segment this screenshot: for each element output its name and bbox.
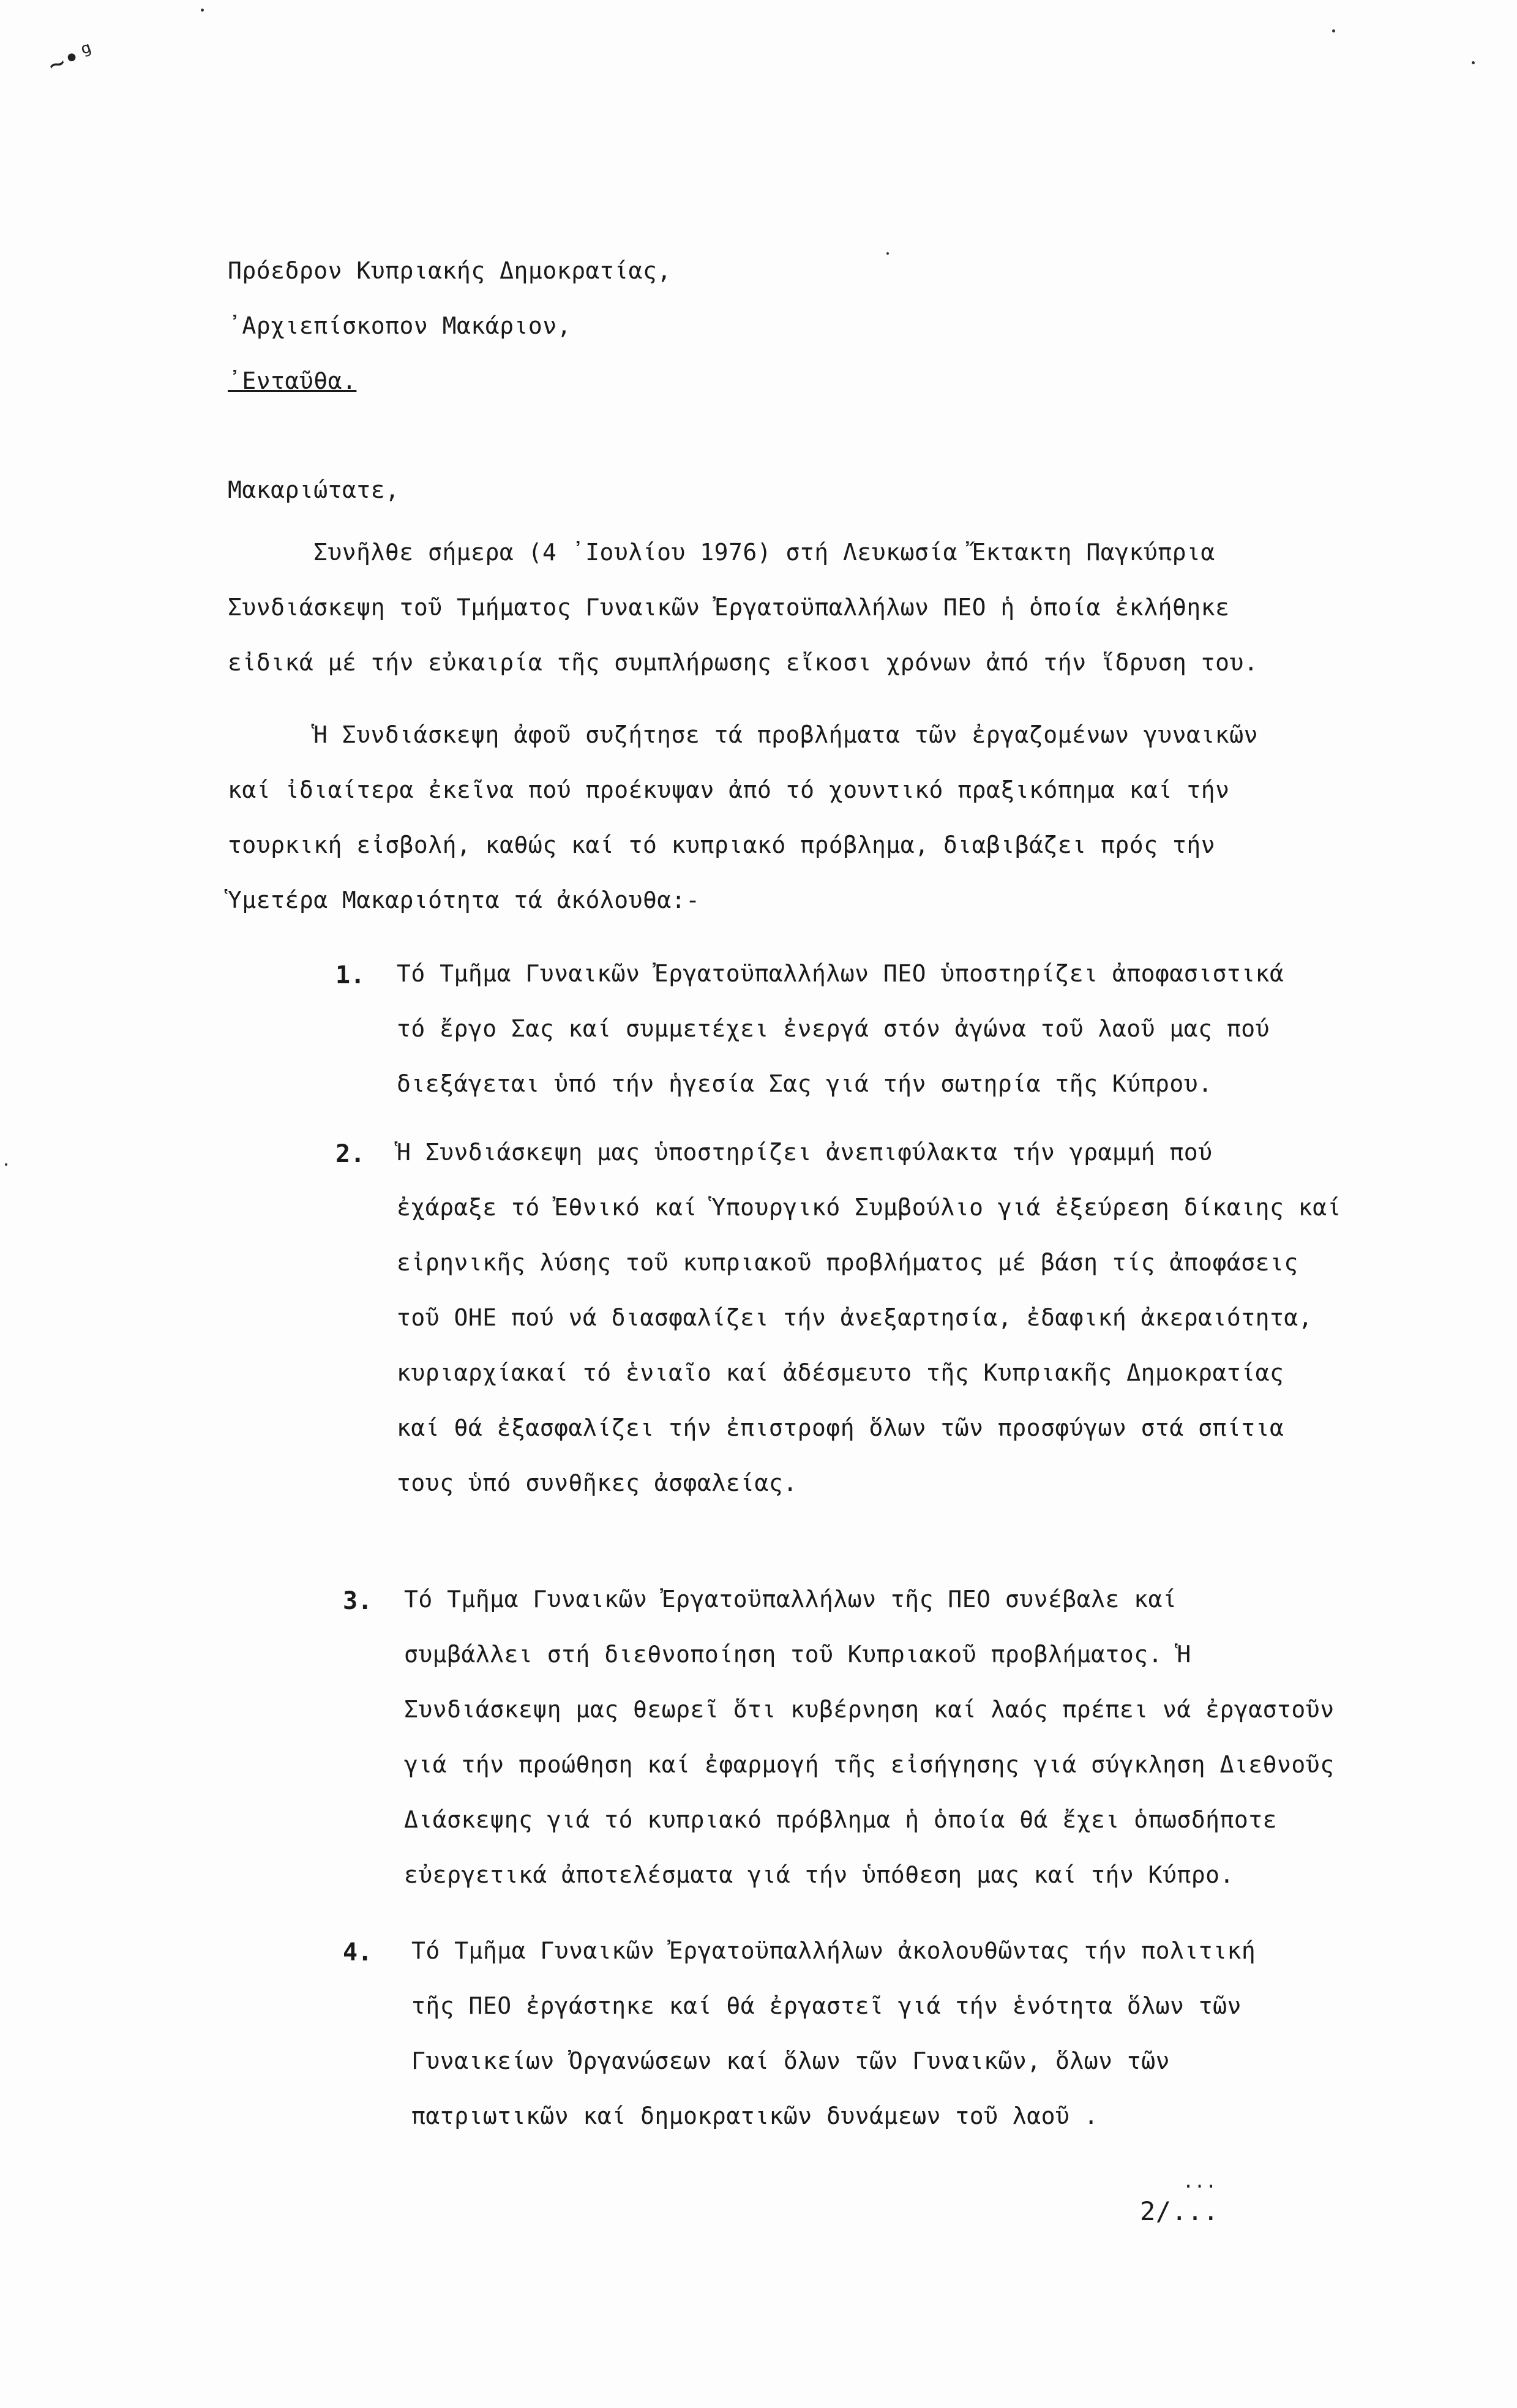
preamble-line: Ἡ Συνδιάσκεψη ἀφοῦ συζήτησε τά προβλήματα τῶν ἐργαζομένων γυναικῶν: [313, 721, 1258, 748]
intro-line: Συνῆλθε σήμερα (4 ᾿Ιουλίου 1976) στή Λευκωσία Ἔκτακτη Παγκύπρια: [313, 539, 1215, 566]
address-line-3: ᾿Ενταῦθα.: [228, 367, 357, 394]
item-line: πατριωτικῶν καί δημοκρατικῶν δυνάμεων τοῦ λαοῦ .: [411, 2102, 1099, 2129]
item-line: καί θά ἐξασφαλίζει τήν ἐπιστροφή ὅλων τῶν προσφύγων στά σπίτια: [397, 1414, 1284, 1441]
item-number: 3.: [343, 1587, 373, 1615]
item-line: ἐχάραξε τό Ἐθνικό καί Ὑπουργικό Συμβούλιο γιά ἐξεύρεση δίκαιης καί: [397, 1194, 1341, 1221]
item-line: Τό Τμῆμα Γυναικῶν Ἐργατοϋπαλλήλων ἀκολουθῶντας τήν πολιτική: [411, 1937, 1256, 1964]
item-line: Τό Τμῆμα Γυναικῶν Ἐργατοϋπαλλήλων ΠΕΟ ὑποστηρίζει ἀποφασιστικά: [397, 960, 1284, 987]
salutation: Μακαριώτατε,: [228, 476, 400, 503]
scan-speck: [886, 252, 889, 255]
item-line: εἰρηνικῆς λύσης τοῦ κυπριακοῦ προβλήματος μέ βάση τίς ἀποφάσεις: [397, 1249, 1298, 1276]
scan-speck: [201, 9, 204, 12]
item-number: 4.: [343, 1938, 373, 1967]
intro-line: Συνδιάσκεψη τοῦ Τμήματος Γυναικῶν Ἐργατοϋπαλλήλων ΠΕΟ ἡ ὁποία ἐκλήθηκε: [228, 594, 1230, 621]
item-line: τό ἔργο Σας καί συμμετέχει ἐνεργά στόν ἀγώνα τοῦ λαοῦ μας πού: [397, 1015, 1270, 1042]
item-line: εὐεργετικά ἀποτελέσματα γιά τήν ὑπόθεση μας καί τήν Κύπρο.: [404, 1861, 1234, 1888]
page-number: 2/...: [1140, 2196, 1219, 2226]
item-line: συμβάλλει στή διεθνοποίηση τοῦ Κυπριακοῦ προβλήματος. Ἡ: [404, 1641, 1191, 1668]
preamble-line: Ὑμετέρα Μακαριότητα τά ἀκόλουθα:-: [228, 887, 700, 913]
scan-speck: [1472, 61, 1475, 64]
scan-speck: [1332, 29, 1335, 32]
item-line: Συνδιάσκεψη μας θεωρεῖ ὅτι κυβέρνηση καί λαός πρέπει νά ἐργαστοῦν: [404, 1696, 1335, 1723]
item-line: Γυναικείων Ὀργανώσεων καί ὅλων τῶν Γυναικῶν, ὅλων τῶν: [411, 2047, 1171, 2074]
scan-speck: [5, 1163, 7, 1166]
item-line: Ἡ Συνδιάσκεψη μας ὑποστηρίζει ἀνεπιφύλακτα τήν γραμμή πού: [397, 1139, 1213, 1166]
item-line: γιά τήν προώθηση καί ἐφαρμογή τῆς εἰσήγησης γιά σύγκληση Διεθνοῦς: [404, 1751, 1335, 1778]
intro-line: εἰδικά μέ τήν εὐκαιρία τῆς συμπλήρωσης εἴκοσι χρόνων ἀπό τήν ἵδρυση του.: [228, 649, 1259, 676]
item-line: τους ὑπό συνθῆκες ἀσφαλείας.: [397, 1469, 798, 1496]
handwritten-mark: ~•ᵍ: [43, 35, 100, 82]
item-line: Διάσκεψης γιά τό κυπριακό πρόβλημα ἡ ὁποία θά ἔχει ὁπωσδήποτε: [404, 1806, 1278, 1833]
address-line-1: Πρόεδρον Κυπριακής Δημοκρατίας,: [228, 257, 672, 284]
preamble-line: καί ἰδιαίτερα ἐκεῖνα πού προέκυψαν ἀπό τό χουντικό πραξικόπημα καί τήν: [228, 776, 1230, 803]
item-number: 2.: [335, 1140, 365, 1168]
preamble-line: τουρκική εἰσβολή, καθώς καί τό κυπριακό πρόβλημα, διαβιβάζει πρός τήν: [228, 831, 1216, 858]
continuation-dots: ...: [1183, 2171, 1217, 2192]
item-number: 1.: [335, 961, 365, 989]
item-line: τοῦ ΟΗΕ πού νά διασφαλίζει τήν ἀνεξαρτησία, ἐδαφική ἀκεραιότητα,: [397, 1304, 1313, 1331]
item-line: τῆς ΠΕΟ ἐργάστηκε καί θά ἐργαστεῖ γιά τήν ἑνότητα ὅλων τῶν: [411, 1992, 1242, 2019]
address-line-2: ᾿Αρχιεπίσκοπον Μακάριον,: [228, 312, 572, 339]
item-line: διεξάγεται ὑπό τήν ἡγεσία Σας γιά τήν σωτηρία τῆς Κύπρου.: [397, 1070, 1213, 1097]
item-line: κυριαρχίακαί τό ἑνιαῖο καί ἀδέσμευτο τῆς Κυπριακῆς Δημοκρατίας: [397, 1359, 1284, 1386]
item-line: Τό Τμῆμα Γυναικῶν Ἐργατοϋπαλλήλων τῆς ΠΕΟ συνέβαλε καί: [404, 1586, 1177, 1613]
